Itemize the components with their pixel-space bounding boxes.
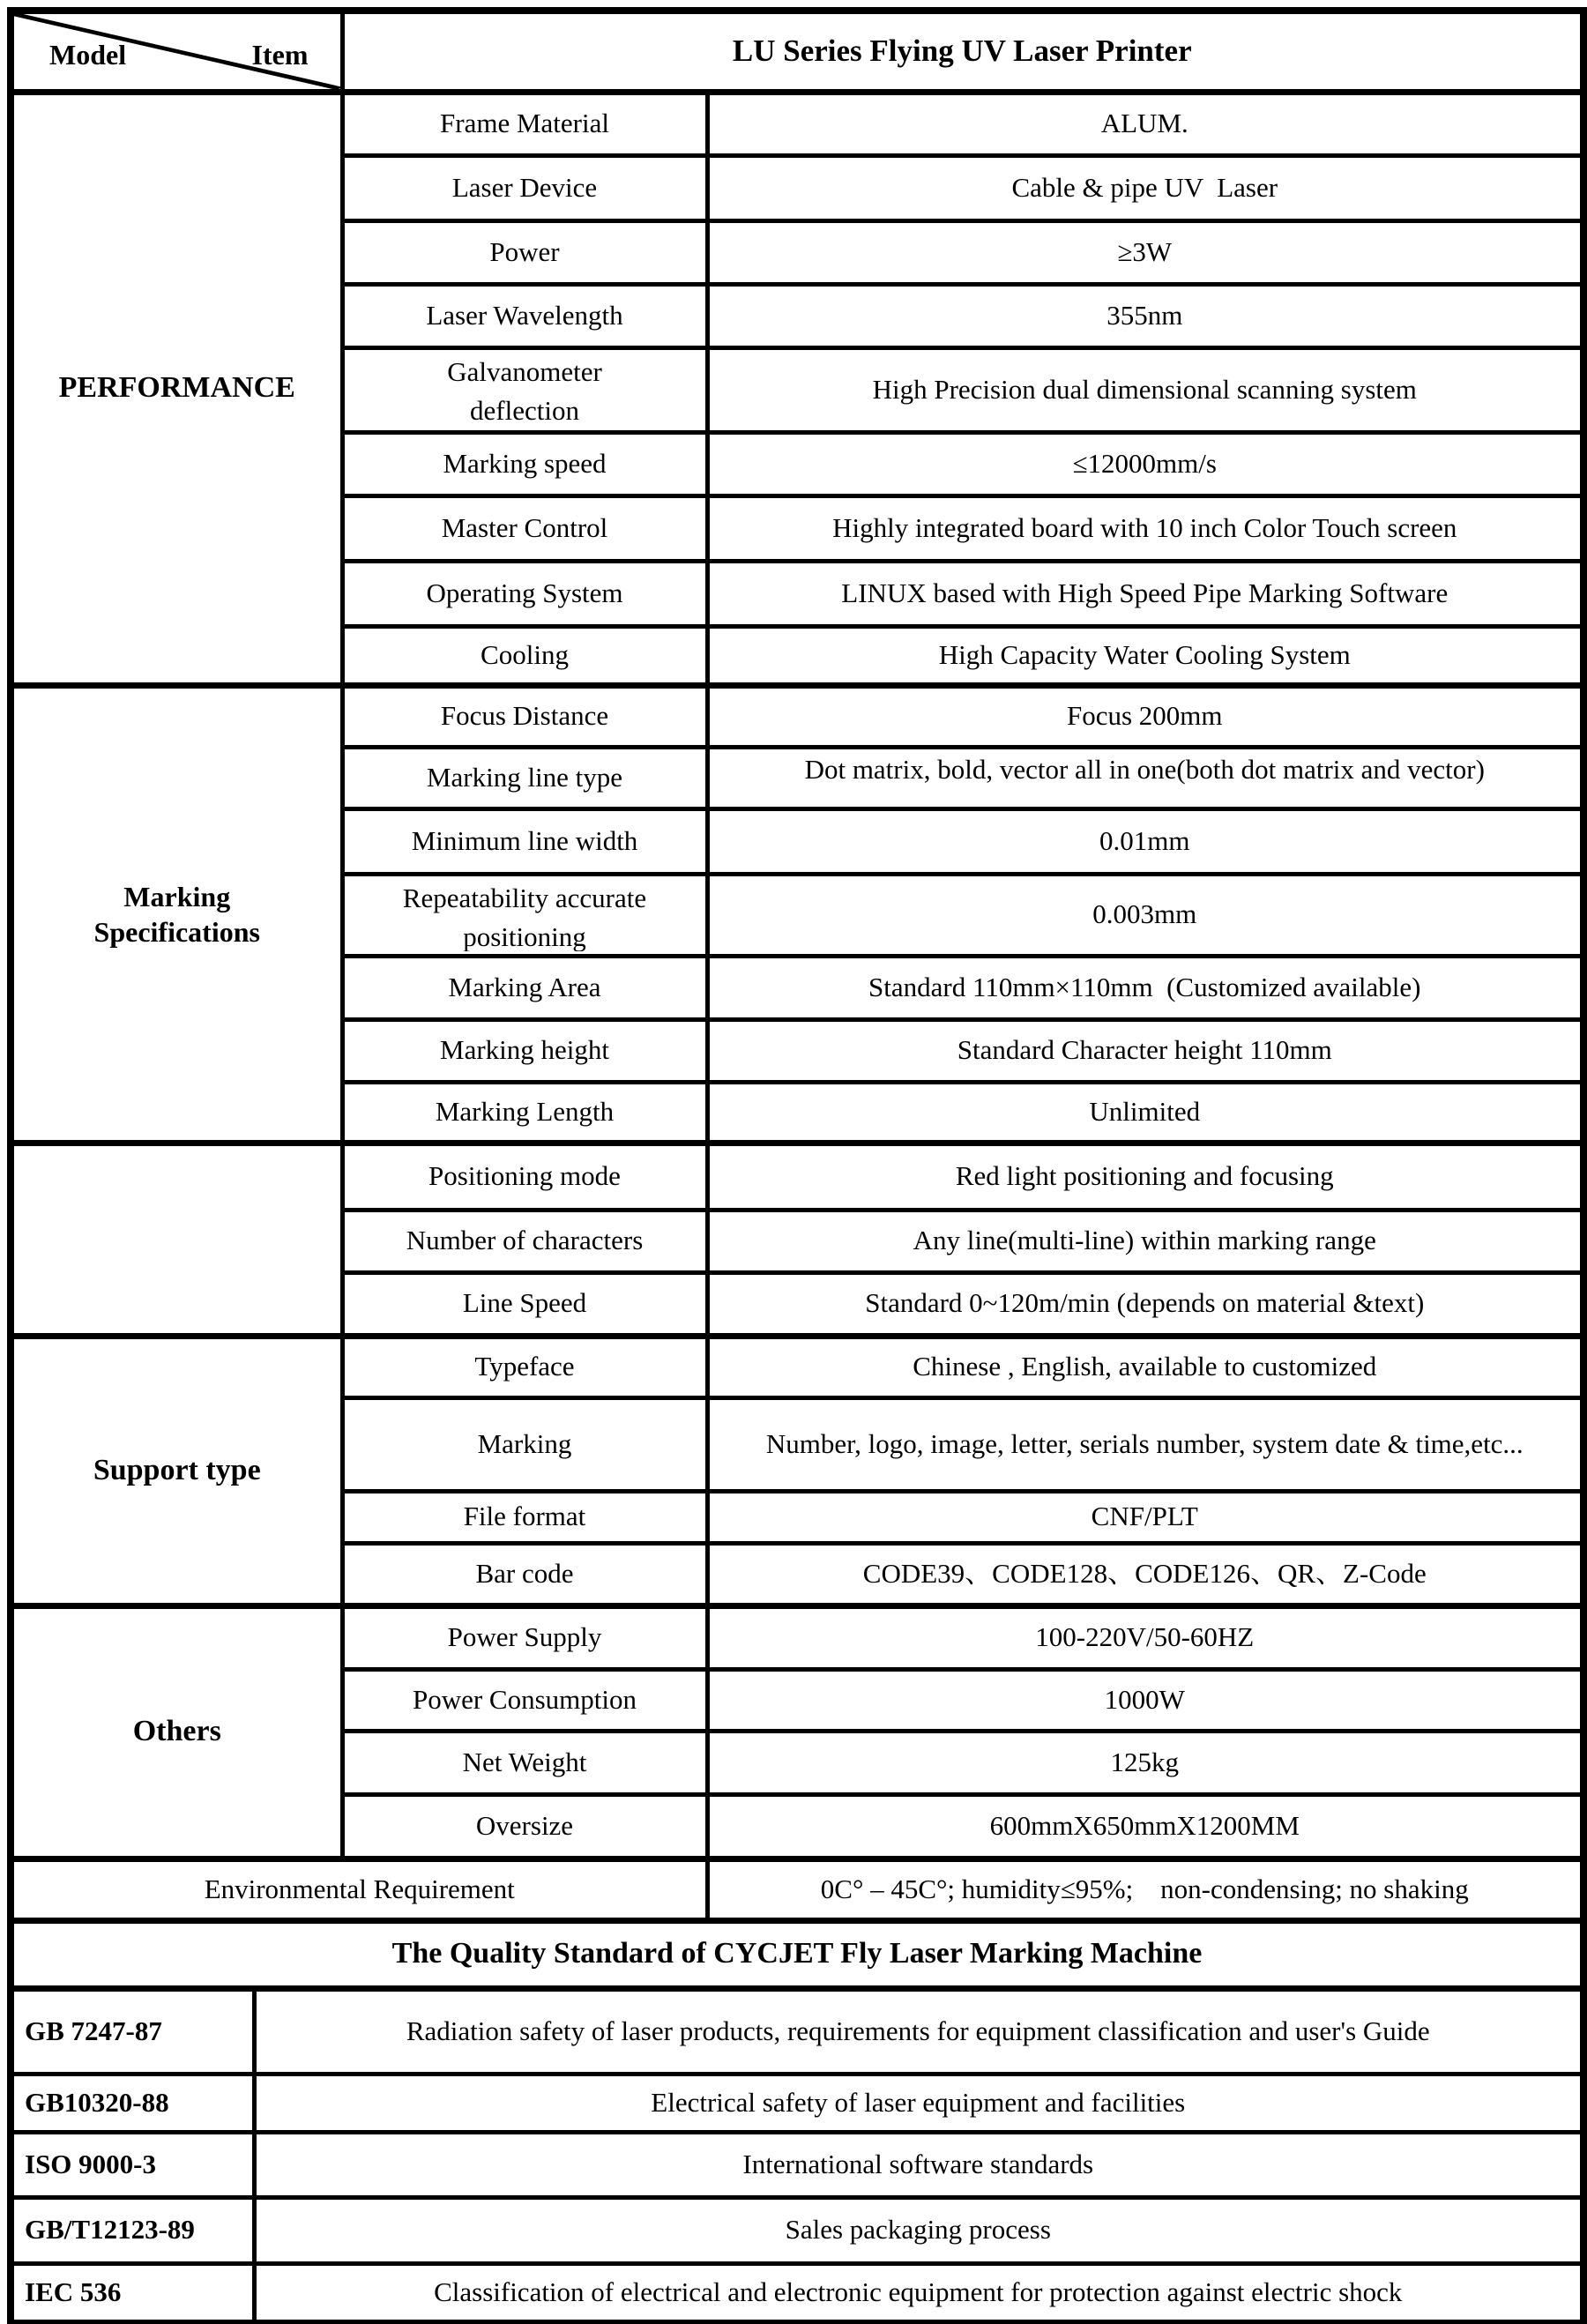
item-cell: Number of characters bbox=[342, 1210, 707, 1272]
standard-code: GB/T12123-89 bbox=[11, 2197, 254, 2263]
table-row bbox=[11, 2074, 1583, 2132]
standard-code: GB10320-88 bbox=[11, 2074, 254, 2132]
item-cell: Power bbox=[342, 220, 707, 284]
spec-table bbox=[7, 7, 1587, 2324]
standard-description: Classification of electrical and electronic equipment for protection against electric shock bbox=[254, 2263, 1583, 2323]
standard-description-text: Radiation safety of laser products, requirements for equipment classification and user's Guide bbox=[406, 2015, 1430, 2046]
environmental-requirement-value: 0C° – 45C°; humidity≤95%; non-condensing; no shaking bbox=[707, 1858, 1583, 1920]
item-cell: Positioning mode bbox=[342, 1143, 707, 1210]
item-cell: Marking Area bbox=[342, 956, 707, 1019]
table-row bbox=[11, 2197, 1583, 2263]
value-cell: High Capacity Water Cooling System bbox=[707, 626, 1583, 685]
section-label-performance: PERFORMANCE bbox=[11, 92, 342, 685]
item-cell: Bar code bbox=[342, 1543, 707, 1605]
item-cell: Typeface bbox=[342, 1336, 707, 1397]
standard-description bbox=[254, 1988, 1583, 2074]
value-cell: Red light positioning and focusing bbox=[707, 1143, 1583, 1210]
value-cell: Focus 200mm bbox=[707, 685, 1583, 747]
item-cell: Marking Length bbox=[342, 1082, 707, 1143]
table-row bbox=[11, 1336, 1583, 1397]
item-cell: Frame Material bbox=[342, 92, 707, 155]
value-cell: Highly integrated board with 10 inch Color Touch screen bbox=[707, 495, 1583, 561]
table-row bbox=[11, 92, 1583, 155]
item-cell: Laser Device bbox=[342, 155, 707, 220]
item-cell: Oversize bbox=[342, 1794, 707, 1858]
table-row bbox=[11, 1920, 1583, 1988]
value-cell: 125kg bbox=[707, 1731, 1583, 1794]
value-cell: Any line(multi-line) within marking range bbox=[707, 1210, 1583, 1272]
value-cell: ALUM. bbox=[707, 92, 1583, 155]
value-cell bbox=[707, 747, 1583, 808]
item-label: Item bbox=[251, 39, 309, 71]
value-cell: 0.01mm bbox=[707, 808, 1583, 874]
item-cell: Operating System bbox=[342, 561, 707, 626]
standard-code: IEC 536 bbox=[11, 2263, 254, 2323]
section-label-support-type: Support type bbox=[11, 1336, 342, 1605]
table-row bbox=[11, 2132, 1583, 2197]
section-label-others: Others bbox=[11, 1605, 342, 1858]
item-cell: Cooling bbox=[342, 626, 707, 685]
value-cell: ≤12000mm/s bbox=[707, 432, 1583, 495]
environmental-requirement-label: Environmental Requirement bbox=[11, 1858, 707, 1920]
value-text-clipped: Dot matrix, bold, vector all in one(both dot matrix and vector) bbox=[804, 754, 1485, 785]
value-cell: 0.003mm bbox=[707, 874, 1583, 956]
table-row bbox=[11, 11, 1583, 92]
value-cell bbox=[707, 1397, 1583, 1491]
item-cell: Focus Distance bbox=[342, 685, 707, 747]
value-cell: Chinese , English, available to customized bbox=[707, 1336, 1583, 1397]
item-cell: Marking line type bbox=[342, 747, 707, 808]
value-cell: 600mmX650mmX1200MM bbox=[707, 1794, 1583, 1858]
table-row bbox=[11, 1858, 1583, 1920]
value-cell: Cable & pipe UV Laser bbox=[707, 155, 1583, 220]
value-cell: CODE39、CODE128、CODE126、QR、Z-Code bbox=[707, 1543, 1583, 1605]
standard-description: International software standards bbox=[254, 2132, 1583, 2197]
value-cell: Unlimited bbox=[707, 1082, 1583, 1143]
model-label: Model bbox=[49, 39, 127, 71]
item-cell: Line Speed bbox=[342, 1272, 707, 1336]
item-cell: Net Weight bbox=[342, 1731, 707, 1794]
value-text: Number, logo, image, letter, serials number, system date & time,etc... bbox=[765, 1427, 1524, 1459]
table-row bbox=[11, 2263, 1583, 2323]
page-title: LU Series Flying UV Laser Printer bbox=[342, 11, 1583, 92]
standard-description: Electrical safety of laser equipment and facilities bbox=[254, 2074, 1583, 2132]
value-cell: Standard Character height 110mm bbox=[707, 1019, 1583, 1082]
standard-description: Sales packaging process bbox=[254, 2197, 1583, 2263]
item-cell: Power Consumption bbox=[342, 1669, 707, 1731]
value-cell: 355nm bbox=[707, 284, 1583, 347]
item-cell bbox=[342, 874, 707, 956]
item-cell: Minimum line width bbox=[342, 808, 707, 874]
item-text-clipped: Repeatability accurate positioning bbox=[402, 882, 647, 951]
value-cell: 100-220V/50-60HZ bbox=[707, 1605, 1583, 1669]
value-cell: CNF/PLT bbox=[707, 1491, 1583, 1543]
table-row bbox=[11, 1988, 1583, 2074]
table-row bbox=[11, 685, 1583, 747]
standard-code: ISO 9000-3 bbox=[11, 2132, 254, 2197]
item-cell: Laser Wavelength bbox=[342, 284, 707, 347]
value-cell: ≥3W bbox=[707, 220, 1583, 284]
table-row bbox=[11, 1605, 1583, 1669]
section-label-marking-specifications bbox=[11, 685, 342, 1143]
standard-code: GB 7247-87 bbox=[11, 1988, 254, 2074]
value-cell: Standard 110mm×110mm (Customized available) bbox=[707, 956, 1583, 1019]
table-row bbox=[11, 1143, 1583, 1210]
item-cell: Power Supply bbox=[342, 1605, 707, 1669]
value-cell: High Precision dual dimensional scanning system bbox=[707, 347, 1583, 432]
item-cell bbox=[342, 347, 707, 432]
quality-standard-header: The Quality Standard of CYCJET Fly Laser Marking Machine bbox=[11, 1920, 1583, 1988]
item-cell: Marking bbox=[342, 1397, 707, 1491]
value-cell: Standard 0~120m/min (depends on material &text) bbox=[707, 1272, 1583, 1336]
item-cell: Marking speed bbox=[342, 432, 707, 495]
section-label-empty bbox=[11, 1143, 342, 1336]
item-text-clipped: Galvanometer deflection bbox=[447, 356, 602, 426]
item-cell: File format bbox=[342, 1491, 707, 1543]
section-label-text: Marking Specifications bbox=[93, 880, 260, 948]
value-cell: 1000W bbox=[707, 1669, 1583, 1731]
item-cell: Marking height bbox=[342, 1019, 707, 1082]
item-cell: Master Control bbox=[342, 495, 707, 561]
model-item-header-cell bbox=[11, 11, 342, 92]
value-cell: LINUX based with High Speed Pipe Marking Software bbox=[707, 561, 1583, 626]
